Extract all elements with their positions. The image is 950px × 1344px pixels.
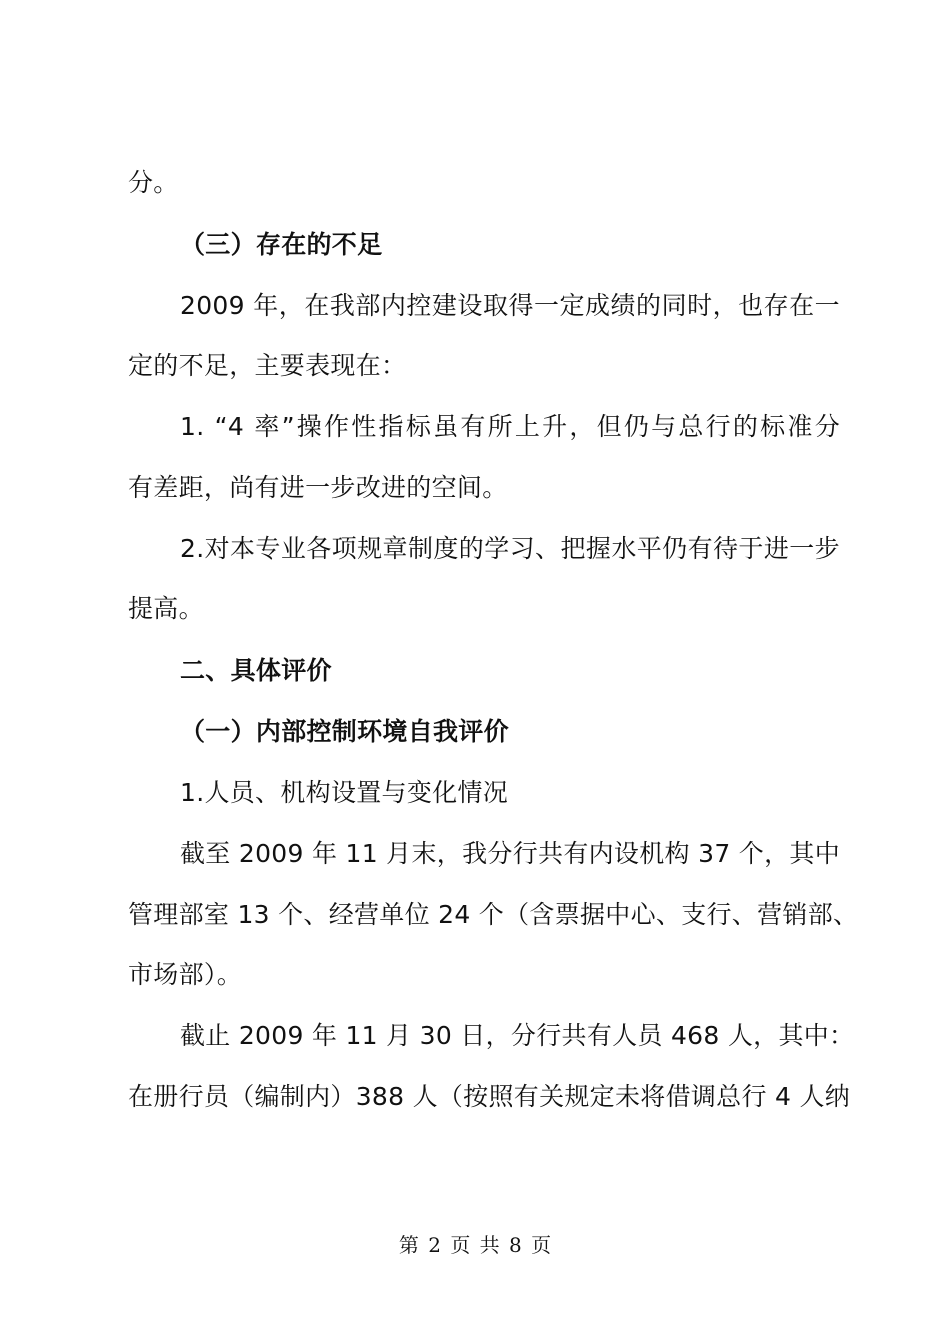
list-item-text: 提高。 bbox=[128, 594, 204, 623]
list-item-text: 2.对本专业各项规章制度的学习、把握水平仍有待于进一步 bbox=[180, 534, 840, 563]
body-text-line: 分。 bbox=[128, 168, 179, 197]
subsection-heading: 1.人员、机构设置与变化情况 bbox=[180, 778, 509, 807]
body-text-line: 截至 2009 年 11 月末，我分行共有内设机构 37 个，其中 bbox=[180, 839, 840, 868]
section-heading: （一）内部控制环境自我评价 bbox=[180, 717, 509, 746]
body-text-line: 管理部室 13 个、经营单位 24 个（含票据中心、支行、营销部、 bbox=[128, 900, 859, 929]
body-text-line: 定的不足，主要表现在： bbox=[128, 351, 407, 380]
section-heading: （三）存在的不足 bbox=[180, 230, 383, 259]
list-item-text: 1. “4 率”操作性指标虽有所上升，但仍与总行的标准分 bbox=[180, 412, 840, 441]
body-text-line: 市场部）。 bbox=[128, 960, 243, 989]
page-number-footer: 第 2 页 共 8 页 bbox=[398, 1233, 552, 1257]
chapter-heading: 二、具体评价 bbox=[180, 656, 332, 685]
body-text-line: 截止 2009 年 11 月 30 日，分行共有人员 468 人，其中： bbox=[180, 1021, 855, 1050]
body-text-line: 在册行员（编制内）388 人（按照有关规定未将借调总行 4 人纳 bbox=[128, 1082, 851, 1111]
body-text-line: 2009 年，在我部内控建设取得一定成绩的同时，也存在一 bbox=[180, 291, 840, 320]
list-item-text: 有差距，尚有进一步改进的空间。 bbox=[128, 473, 508, 502]
